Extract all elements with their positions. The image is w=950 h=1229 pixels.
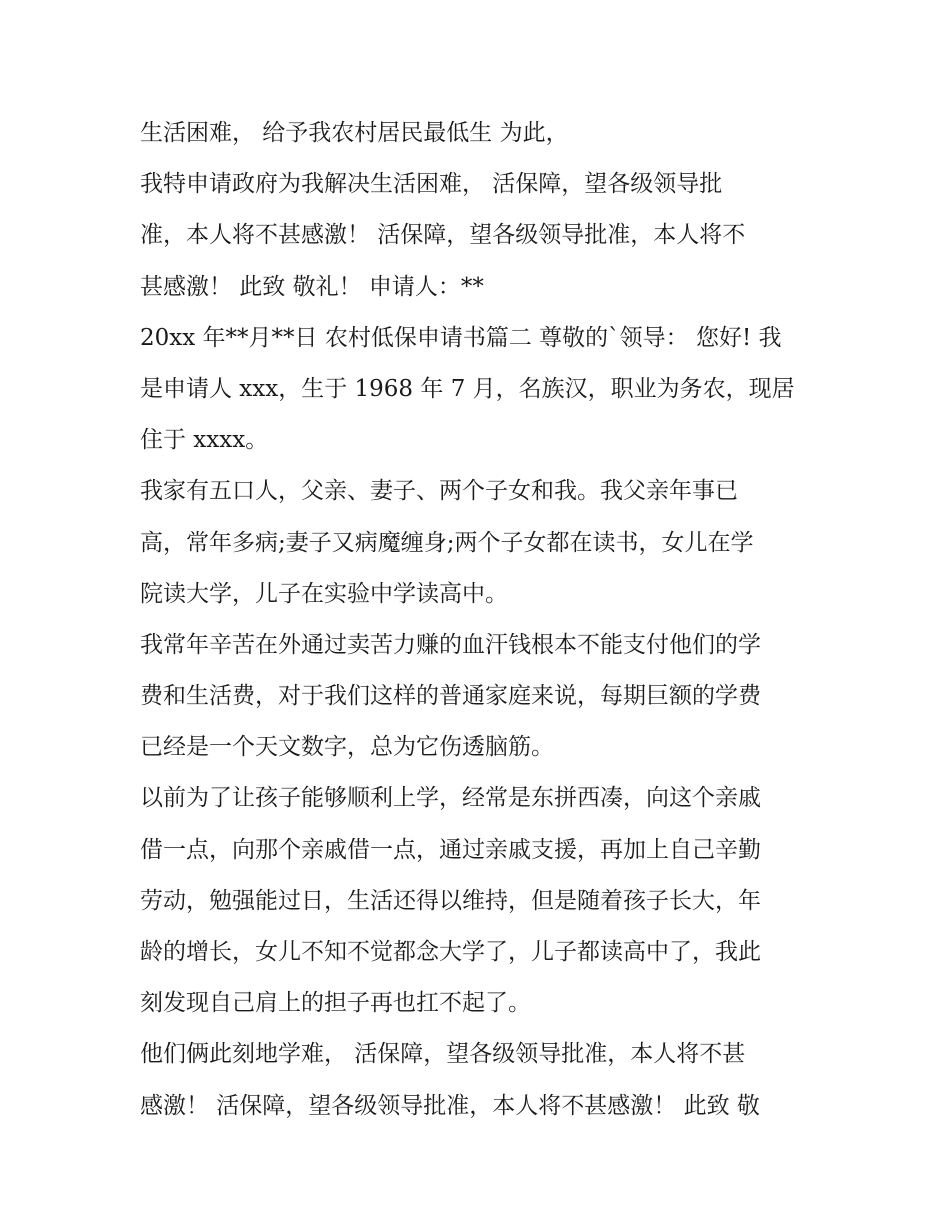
text-line: 劳动，勉强能过日，生活还得以维持，但是随着孩子长大，年 bbox=[140, 887, 761, 914]
text-line: 住于 xxxx。 bbox=[140, 427, 269, 454]
text-line: 我家有五口人，父亲、妻子、两个子女和我。我父亲年事已 bbox=[140, 478, 738, 505]
text-line: 他们俩此刻地学难， 活保障，望各级领导批准，本人将不甚 bbox=[140, 1041, 746, 1068]
text-line: 我特申请政府为我解决生活困难， 活保障，望各级领导批 bbox=[140, 171, 723, 198]
text-line: 已经是一个天文数字，总为它伤透脑筋。 bbox=[140, 734, 554, 761]
text-line: 刻发现自己肩上的担子再也扛不起了。 bbox=[140, 990, 531, 1017]
text-line: 借一点，向那个亲戚借一点，通过亲戚支援，再加上自己辛勤 bbox=[140, 836, 761, 863]
text-line: 甚感激！ 此致 敬礼！ 申请人：** bbox=[140, 273, 484, 300]
text-line: 我常年辛苦在外通过卖苦力赚的血汗钱根本不能支付他们的学 bbox=[140, 631, 761, 658]
text-line: 龄的增长，女儿不知不觉都念大学了，儿子都读高中了，我此 bbox=[140, 939, 761, 965]
text-line: 20xx 年**月**日 农村低保申请书篇二 尊敬的`领导： 您好! 我 bbox=[140, 324, 782, 351]
text-line: 院读大学，儿子在实验中学读高中。 bbox=[140, 580, 508, 607]
text-line: 准，本人将不甚感激！ 活保障，望各级领导批准，本人将不 bbox=[140, 222, 746, 249]
text-line: 以前为了让孩子能够顺利上学，经常是东拼西凑，向这个亲戚 bbox=[140, 785, 761, 812]
document-body bbox=[140, 108, 830, 1132]
text-line: 是申请人 xxx，生于 1968 年 7 月，名族汉，职业为务农，现居 bbox=[140, 375, 795, 402]
text-line: 高，常年多病;妻子又病魔缠身;两个子女都在读书，女儿在学 bbox=[140, 529, 754, 556]
text-line: 费和生活费，对于我们这样的普通家庭来说，每期巨额的学费 bbox=[140, 683, 761, 710]
text-line: 生活困难， 给予我农村居民最低生 为此， bbox=[140, 120, 569, 146]
text-line: 感激！ 活保障，望各级领导批准，本人将不甚感激！ 此致 敬 bbox=[140, 1092, 760, 1119]
